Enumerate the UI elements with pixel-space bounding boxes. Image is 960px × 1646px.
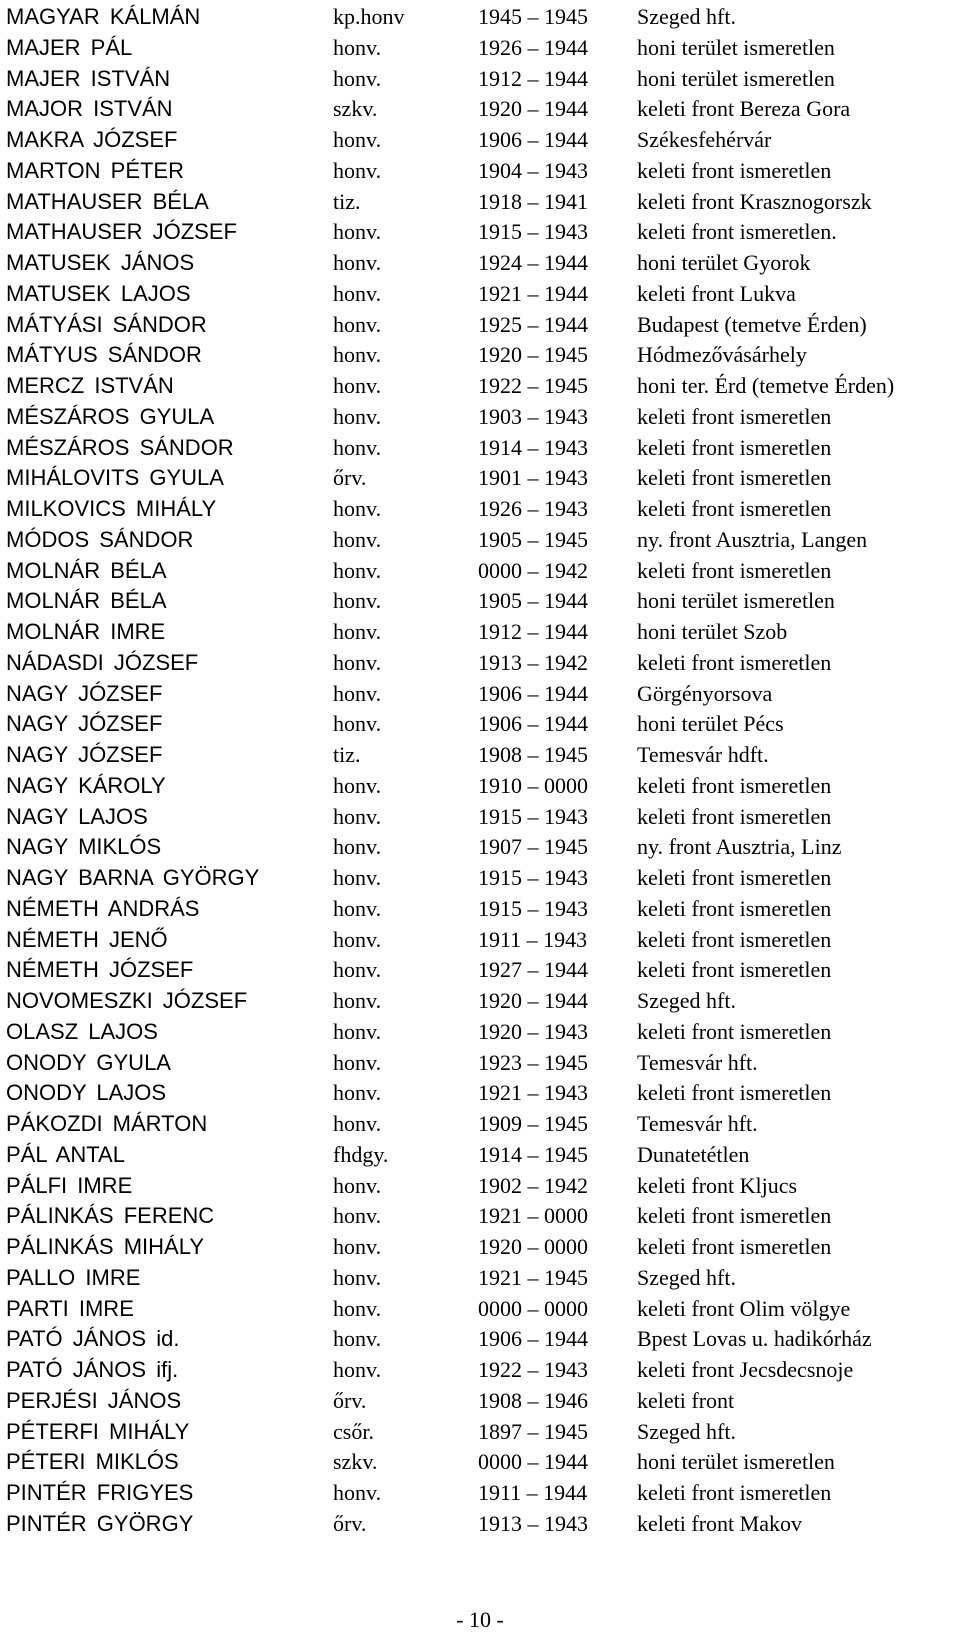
place-of-death: keleti front <box>637 1387 735 1413</box>
rank: honv. <box>333 1295 382 1321</box>
place-of-death: keleti front ismeretlen <box>637 1234 832 1259</box>
rank: tiz. <box>333 742 361 767</box>
place-of-death: keleti front Olim völgye <box>637 1295 851 1321</box>
rank: honv. <box>333 865 382 890</box>
person-name: PÁLINKÁS FERENC <box>6 1203 215 1229</box>
place-of-death: keleti front Bereza Gora <box>637 96 851 122</box>
rank: honv. <box>333 127 382 152</box>
person-name: NAGY KÁROLY <box>6 772 166 798</box>
person-name: MILKOVICS MIHÁLY <box>6 496 217 521</box>
roster-row <box>6 1171 956 1202</box>
rank: honv. <box>333 711 382 737</box>
place-of-death: keleti front ismeretlen <box>637 157 832 183</box>
place-of-death: keleti front ismeretlen <box>637 957 832 983</box>
place-of-death: keleti front ismeretlen. <box>637 219 837 245</box>
rank: honv. <box>333 1357 382 1382</box>
years: 1905 – 1944 <box>478 588 588 614</box>
years: 1926 – 1944 <box>478 34 588 60</box>
person-name: NAGY JÓZSEF <box>6 742 163 767</box>
person-name: MAJER ISTVÁN <box>6 65 171 91</box>
roster-row <box>6 125 956 156</box>
rank: honv. <box>333 34 382 60</box>
place-of-death: keleti front ismeretlen <box>637 1018 832 1044</box>
years: 1921 – 1944 <box>478 280 588 306</box>
years: 1920 – 1944 <box>478 96 588 122</box>
place-of-death: Görgényorsova <box>637 680 773 706</box>
roster-row <box>6 64 956 95</box>
rank: honv. <box>333 1080 382 1106</box>
person-name: MAGYAR KÁLMÁN <box>6 4 201 29</box>
years: 1909 – 1945 <box>478 1111 588 1136</box>
years: 1922 – 1943 <box>478 1357 588 1382</box>
rank: honv. <box>333 219 382 245</box>
person-name: MÁTYUS SÁNDOR <box>6 342 202 368</box>
person-name: PÁKOZDI MÁRTON <box>6 1111 208 1136</box>
roster-row <box>6 556 956 587</box>
person-name: NOVOMESZKI JÓZSEF <box>6 988 248 1013</box>
person-name: MARTON PÉTER <box>6 157 184 183</box>
years: 1923 – 1945 <box>478 1049 588 1075</box>
person-name: MATUSEK JÁNOS <box>6 250 195 275</box>
rank: honv. <box>333 1326 382 1352</box>
roster-row <box>6 2 956 33</box>
place-of-death: Szeged hft. <box>637 1418 736 1444</box>
rank: honv. <box>333 342 382 368</box>
rank: honv. <box>333 250 382 275</box>
rank: honv. <box>333 496 382 521</box>
years: 0000 – 1944 <box>478 1449 588 1475</box>
person-name: MAJER PÁL <box>6 34 133 60</box>
place-of-death: honi terület Pécs <box>637 711 784 737</box>
roster-row <box>6 1386 956 1417</box>
person-name: NÉMETH ANDRÁS <box>6 895 200 921</box>
person-name: NAGY JÓZSEF <box>6 711 163 737</box>
rank: honv. <box>333 680 382 706</box>
roster-row <box>6 771 956 802</box>
years: 1920 – 0000 <box>478 1234 588 1259</box>
years: 1897 – 1945 <box>478 1418 588 1444</box>
roster-row <box>6 1232 956 1263</box>
person-name: PINTÉR GYÖRGY <box>6 1510 194 1536</box>
years: 1913 – 1942 <box>478 649 588 675</box>
years: 1945 – 1945 <box>478 4 588 29</box>
person-name: PÁL ANTAL <box>6 1141 125 1167</box>
rank: honv. <box>333 311 382 337</box>
person-name: OLASZ LAJOS <box>6 1018 158 1044</box>
roster-row <box>6 433 956 464</box>
place-of-death: Temesvár hdft. <box>637 742 769 767</box>
place-of-death: Dunatetétlen <box>637 1141 750 1167</box>
roster-row <box>6 525 956 556</box>
place-of-death: keleti front ismeretlen <box>637 557 832 583</box>
rank: honv. <box>333 1111 382 1136</box>
roster-row <box>6 832 956 863</box>
roster-row <box>6 156 956 187</box>
place-of-death: keleti front ismeretlen <box>637 1080 832 1106</box>
place-of-death: keleti front ismeretlen <box>637 926 832 952</box>
roster-row <box>6 709 956 740</box>
person-name: MÁTYÁSI SÁNDOR <box>6 311 207 337</box>
place-of-death: Budapest (temetve Érden) <box>637 311 867 337</box>
rank: honv. <box>333 280 382 306</box>
years: 1921 – 0000 <box>478 1203 588 1229</box>
years: 1915 – 1943 <box>478 865 588 890</box>
place-of-death: Székesfehérvár <box>637 127 772 152</box>
years: 1915 – 1943 <box>478 895 588 921</box>
person-name: ONODY GYULA <box>6 1049 171 1075</box>
years: 1912 – 1944 <box>478 65 588 91</box>
roster-row <box>6 617 956 648</box>
place-of-death: keleti front ismeretlen <box>637 403 832 429</box>
person-name: PATÓ JÁNOS id. <box>6 1326 180 1352</box>
person-name: NAGY BARNA GYÖRGY <box>6 865 260 890</box>
rank: honv. <box>333 403 382 429</box>
place-of-death: ny. front Ausztria, Linz <box>637 834 842 860</box>
years: 1906 – 1944 <box>478 711 588 737</box>
place-of-death: keleti front Makov <box>637 1510 802 1536</box>
person-name: MATUSEK LAJOS <box>6 280 191 306</box>
roster-row <box>6 802 956 833</box>
rank: csőr. <box>333 1418 374 1444</box>
years: 0000 – 1942 <box>478 557 588 583</box>
rank: honv. <box>333 557 382 583</box>
years: 1915 – 1943 <box>478 803 588 829</box>
years: 1920 – 1944 <box>478 988 588 1013</box>
roster-row <box>6 217 956 248</box>
person-name: MIHÁLOVITS GYULA <box>6 465 224 491</box>
person-name: MAKRA JÓZSEF <box>6 127 178 152</box>
rank: őrv. <box>333 465 367 491</box>
years: 1926 – 1943 <box>478 496 588 521</box>
place-of-death: honi terület Gyorok <box>637 250 811 275</box>
roster-row <box>6 1078 956 1109</box>
years: 1918 – 1941 <box>478 188 588 214</box>
rank: honv. <box>333 434 382 460</box>
roster-row <box>6 248 956 279</box>
roster-row <box>6 340 956 371</box>
place-of-death: honi ter. Érd (temetve Érden) <box>637 373 895 398</box>
roster-row <box>6 279 956 310</box>
person-name: NÉMETH JENŐ <box>6 926 168 952</box>
place-of-death: honi terület ismeretlen <box>637 34 835 60</box>
place-of-death: honi terület ismeretlen <box>637 1449 835 1475</box>
roster-row <box>6 1355 956 1386</box>
person-name: PÉTERI MIKLÓS <box>6 1449 179 1475</box>
roster-row <box>6 1048 956 1079</box>
rank: szkv. <box>333 1449 378 1475</box>
rank: honv. <box>333 157 382 183</box>
years: 1921 – 1943 <box>478 1080 588 1106</box>
rank: honv. <box>333 588 382 614</box>
place-of-death: keleti front ismeretlen <box>637 465 832 491</box>
place-of-death: keleti front ismeretlen <box>637 1480 832 1505</box>
place-of-death: ny. front Ausztria, Langen <box>637 526 868 552</box>
rank: honv. <box>333 1234 382 1259</box>
casualty-roster <box>6 2 956 1540</box>
roster-row <box>6 187 956 218</box>
place-of-death: Szeged hft. <box>637 988 736 1013</box>
roster-row <box>6 1478 956 1509</box>
person-name: MÉSZÁROS SÁNDOR <box>6 434 234 460</box>
page-number: - 10 - <box>456 1607 504 1632</box>
place-of-death: keleti front ismeretlen <box>637 496 832 521</box>
rank: honv. <box>333 988 382 1013</box>
years: 1925 – 1944 <box>478 311 588 337</box>
place-of-death: Szeged hft. <box>637 4 736 29</box>
years: 1922 – 1945 <box>478 373 588 398</box>
years: 1907 – 1945 <box>478 834 588 860</box>
years: 1911 – 1944 <box>478 1480 588 1505</box>
years: 1911 – 1943 <box>478 926 588 952</box>
years: 0000 – 0000 <box>478 1295 588 1321</box>
roster-row <box>6 494 956 525</box>
rank: honv. <box>333 1264 382 1290</box>
roster-row <box>6 648 956 679</box>
years: 1908 – 1946 <box>478 1387 588 1413</box>
rank: tiz. <box>333 188 361 214</box>
roster-row <box>6 1201 956 1232</box>
roster-row <box>6 1509 956 1540</box>
place-of-death: keleti front ismeretlen <box>637 649 832 675</box>
person-name: PARTI IMRE <box>6 1295 134 1321</box>
years: 1920 – 1945 <box>478 342 588 368</box>
years: 1904 – 1943 <box>478 157 588 183</box>
rank: honv. <box>333 834 382 860</box>
place-of-death: Szeged hft. <box>637 1264 736 1290</box>
years: 1908 – 1945 <box>478 742 588 767</box>
roster-row <box>6 33 956 64</box>
person-name: NÁDASDI JÓZSEF <box>6 649 199 675</box>
roster-row <box>6 402 956 433</box>
place-of-death: Bpest Lovas u. hadikórház <box>637 1326 872 1352</box>
person-name: MATHAUSER BÉLA <box>6 188 209 214</box>
years: 1915 – 1943 <box>478 219 588 245</box>
place-of-death: keleti front Krasznogorszk <box>637 188 872 214</box>
rank: őrv. <box>333 1510 367 1536</box>
roster-row <box>6 740 956 771</box>
roster-row <box>6 310 956 341</box>
roster-row <box>6 1140 956 1171</box>
rank: honv. <box>333 926 382 952</box>
person-name: PERJÉSI JÁNOS <box>6 1387 182 1413</box>
years: 1913 – 1943 <box>478 1510 588 1536</box>
rank: szkv. <box>333 96 378 122</box>
rank: honv. <box>333 803 382 829</box>
roster-row <box>6 586 956 617</box>
person-name: PALLO IMRE <box>6 1264 141 1290</box>
roster-row <box>6 463 956 494</box>
person-name: MATHAUSER JÓZSEF <box>6 219 237 245</box>
roster-row <box>6 955 956 986</box>
place-of-death: keleti front ismeretlen <box>637 772 832 798</box>
roster-row <box>6 1109 956 1140</box>
rank: honv. <box>333 619 382 644</box>
place-of-death: keleti front ismeretlen <box>637 434 832 460</box>
person-name: NAGY MIKLÓS <box>6 834 162 860</box>
person-name: ONODY LAJOS <box>6 1080 167 1106</box>
roster-row <box>6 1447 956 1478</box>
years: 1924 – 1944 <box>478 250 588 275</box>
place-of-death: honi terület ismeretlen <box>637 588 835 614</box>
person-name: NÉMETH JÓZSEF <box>6 957 194 983</box>
place-of-death: keleti front ismeretlen <box>637 1203 832 1229</box>
place-of-death: keleti front ismeretlen <box>637 895 832 921</box>
roster-row <box>6 1294 956 1325</box>
person-name: NAGY JÓZSEF <box>6 680 163 706</box>
years: 1912 – 1944 <box>478 619 588 644</box>
person-name: MAJOR ISTVÁN <box>6 96 173 122</box>
roster-row <box>6 371 956 402</box>
roster-row <box>6 1263 956 1294</box>
rank: fhdgy. <box>333 1141 389 1167</box>
place-of-death: Hódmezővásárhely <box>637 342 807 368</box>
place-of-death: honi terület ismeretlen <box>637 65 835 91</box>
roster-row <box>6 94 956 125</box>
rank: honv. <box>333 1203 382 1229</box>
roster-row <box>6 1417 956 1448</box>
roster-row <box>6 894 956 925</box>
roster-row <box>6 679 956 710</box>
place-of-death: keleti front Jecsdecsnoje <box>637 1357 854 1382</box>
place-of-death: Temesvár hft. <box>637 1111 758 1136</box>
rank: honv. <box>333 895 382 921</box>
roster-row <box>6 986 956 1017</box>
person-name: MOLNÁR BÉLA <box>6 588 167 614</box>
years: 1910 – 0000 <box>478 772 588 798</box>
roster-row <box>6 1017 956 1048</box>
rank: kp.honv <box>333 4 405 29</box>
years: 1906 – 1944 <box>478 680 588 706</box>
person-name: PÁLFI IMRE <box>6 1172 133 1198</box>
years: 1914 – 1945 <box>478 1141 588 1167</box>
person-name: MÓDOS SÁNDOR <box>6 526 194 552</box>
rank: honv. <box>333 1480 382 1505</box>
place-of-death: honi terület Szob <box>637 619 788 644</box>
rank: honv. <box>333 1018 382 1044</box>
roster-row <box>6 863 956 894</box>
years: 1920 – 1943 <box>478 1018 588 1044</box>
place-of-death: keleti front Kljucs <box>637 1172 798 1198</box>
place-of-death: keleti front Lukva <box>637 280 796 306</box>
years: 1914 – 1943 <box>478 434 588 460</box>
rank: honv. <box>333 1172 382 1198</box>
years: 1906 – 1944 <box>478 1326 588 1352</box>
years: 1903 – 1943 <box>478 403 588 429</box>
person-name: MÉSZÁROS GYULA <box>6 403 215 429</box>
person-name: PINTÉR FRIGYES <box>6 1480 194 1505</box>
years: 1902 – 1942 <box>478 1172 588 1198</box>
place-of-death: Temesvár hft. <box>637 1049 758 1075</box>
rank: őrv. <box>333 1387 367 1413</box>
person-name: MERCZ ISTVÁN <box>6 373 174 398</box>
rank: honv. <box>333 1049 382 1075</box>
person-name: MOLNÁR BÉLA <box>6 557 167 583</box>
rank: honv. <box>333 526 382 552</box>
person-name: PATÓ JÁNOS ifj. <box>6 1357 179 1382</box>
person-name: PÁLINKÁS MIHÁLY <box>6 1234 204 1259</box>
roster-row <box>6 1324 956 1355</box>
years: 1906 – 1944 <box>478 127 588 152</box>
roster-row <box>6 925 956 956</box>
place-of-death: keleti front ismeretlen <box>637 803 832 829</box>
place-of-death: keleti front ismeretlen <box>637 865 832 890</box>
rank: honv. <box>333 373 382 398</box>
rank: honv. <box>333 957 382 983</box>
rank: honv. <box>333 649 382 675</box>
rank: honv. <box>333 772 382 798</box>
person-name: MOLNÁR IMRE <box>6 619 166 644</box>
years: 1905 – 1945 <box>478 526 588 552</box>
years: 1901 – 1943 <box>478 465 588 491</box>
years: 1927 – 1944 <box>478 957 588 983</box>
person-name: PÉTERFI MIHÁLY <box>6 1418 190 1444</box>
rank: honv. <box>333 65 382 91</box>
years: 1921 – 1945 <box>478 1264 588 1290</box>
person-name: NAGY LAJOS <box>6 803 148 829</box>
